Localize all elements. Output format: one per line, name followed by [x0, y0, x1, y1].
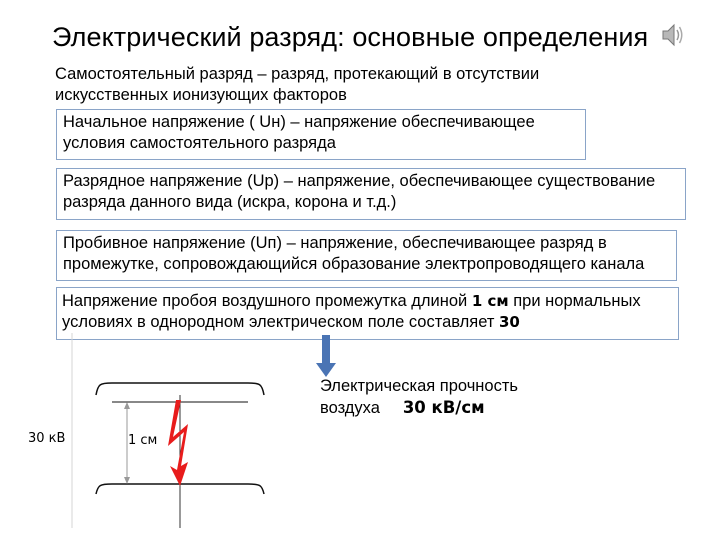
top-electrode	[96, 383, 264, 395]
gap-length-value: 1 см	[471, 292, 509, 310]
strength-line2	[320, 397, 518, 419]
definition-box-discharge-voltage: Разрядное напряжение (Uр) – напряжение, обеспечивающее существование разряда данного вида (искра, корона и т.д.)	[56, 168, 686, 220]
breakdown-voltage-value: 30	[498, 313, 520, 331]
intro-text: Самостоятельный разряд – разряд, протекающий в отсутствии искусственных ионизующих факторов	[55, 65, 540, 104]
lightning-icon	[168, 400, 188, 486]
strength-line1: Электрическая прочность	[320, 377, 518, 395]
speaker-icon[interactable]	[661, 22, 685, 48]
definition-box-breakdown-voltage: Пробивное напряжение (Uп) – напряжение, обеспечивающее разряд в промежутке, сопровождающийся образование электропроводящего канала	[56, 230, 677, 281]
down-arrow-icon	[316, 335, 336, 377]
slide-title: Электрический разряд: основные определения	[52, 22, 649, 52]
breakdown-text-b: при нормальных условиях в однородном электрическом поле составляет	[62, 292, 641, 331]
voltage-label: 30 кВ	[28, 431, 66, 446]
breakdown-text-a: Напряжение пробоя воздушного промежутка длиной	[62, 292, 472, 310]
strength-label: воздуха	[320, 399, 380, 417]
strength-value: 30 кВ/см	[402, 398, 485, 417]
gap-label: 1 см	[128, 433, 158, 448]
electric-strength-text	[320, 376, 518, 419]
definition-box-initial-voltage: Начальное напряжение ( Uн) – напряжение обеспечивающее условия самостоятельного разряда	[56, 109, 586, 160]
